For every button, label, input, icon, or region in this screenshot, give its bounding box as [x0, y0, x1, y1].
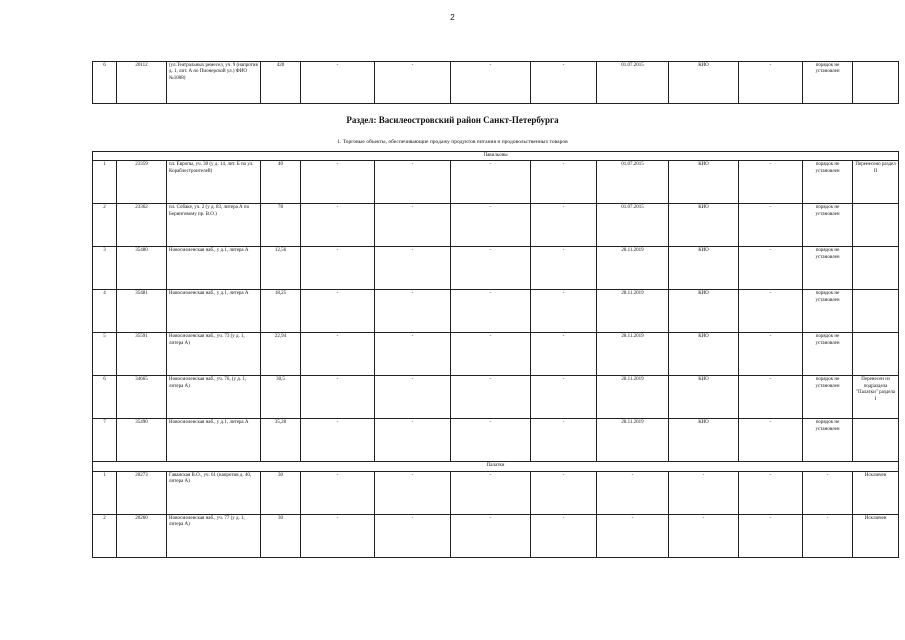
cell-n: 2 [93, 204, 117, 247]
cell-address: Новосмоленская наб., у д.1, литера А [167, 419, 261, 462]
cell-c5: - [301, 514, 375, 557]
cell-date: 01.07.2015 [597, 62, 669, 104]
cell-org: КИО [669, 419, 739, 462]
cell-date: 01.07.2015 [597, 204, 669, 247]
cell-id: 34665 [117, 376, 167, 419]
cell-date: 28.11.2019 [597, 290, 669, 333]
cell-area: 420 [261, 62, 301, 104]
cell-term: порядок не установлен [803, 247, 853, 290]
cell-date: - [597, 471, 669, 514]
cell-id: 23362 [117, 204, 167, 247]
cell-n: 6 [93, 376, 117, 419]
cell-note [853, 333, 899, 376]
cell-c5: - [301, 376, 375, 419]
table-row [93, 247, 899, 290]
cell-date: 28.11.2019 [597, 333, 669, 376]
cell-c5: - [301, 290, 375, 333]
cell-n: 3 [93, 247, 117, 290]
cell-note [853, 62, 899, 104]
section-title: Раздел: Василеостровский район Санкт-Петербурга [346, 115, 559, 125]
cell-org: КИО [669, 333, 739, 376]
table-row [93, 204, 899, 247]
cell-address: пл. Собаке, уч. 2 (у д. 83, литера А по Беринговому пр. В.О.) [167, 204, 261, 247]
cell-n: 1 [93, 161, 117, 204]
cell-c6: - [375, 204, 451, 247]
cell-n: 5 [93, 333, 117, 376]
cell-address: Новосмоленская наб., у д.1, литера А [167, 290, 261, 333]
cell-c7: - [451, 333, 531, 376]
cell-c5: - [301, 62, 375, 104]
cell-c7: - [451, 62, 531, 104]
cell-c11: - [739, 62, 803, 104]
cell-address: Новосмоленская наб., уч. 76, (у д. 1, литера А) [167, 376, 261, 419]
cell-c5: - [301, 247, 375, 290]
cell-c6: - [375, 247, 451, 290]
cell-c6: - [375, 290, 451, 333]
cell-c8: - [531, 419, 597, 462]
page-number: 2 [450, 13, 455, 22]
table-row [93, 471, 899, 514]
cell-c11: - [739, 376, 803, 419]
cell-term: - [803, 471, 853, 514]
cell-org: - [669, 471, 739, 514]
cell-org: - [669, 514, 739, 557]
cell-term: - [803, 514, 853, 557]
cell-c8: - [531, 514, 597, 557]
cell-note: Исключен [853, 471, 899, 514]
cell-c7: - [451, 161, 531, 204]
cell-c7: - [451, 247, 531, 290]
cell-c8: - [531, 204, 597, 247]
cell-c8: - [531, 290, 597, 333]
cell-n: 6 [93, 62, 117, 104]
cell-note [853, 204, 899, 247]
cell-c5: - [301, 333, 375, 376]
table-row [93, 514, 899, 557]
cell-c11: - [739, 290, 803, 333]
cell-c6: - [375, 62, 451, 104]
cell-note: Перенесено раздел II [853, 161, 899, 204]
cell-id: 20273 [117, 471, 167, 514]
cell-id: 35480 [117, 247, 167, 290]
cell-org: КИО [669, 290, 739, 333]
cell-address: пл. Европы, уч. 30 (у д. 14, лит. Б по ул. Кораблестроителей) [167, 161, 261, 204]
cell-c7: - [451, 419, 531, 462]
cell-c6: - [375, 471, 451, 514]
cell-term: порядок не установлен [803, 376, 853, 419]
cell-c11: - [739, 514, 803, 557]
cell-date: - [597, 514, 669, 557]
cell-address: Новосмоленская наб., уч. 77 (у д. 1, литера А) [167, 514, 261, 557]
table-top-fragment [92, 61, 899, 104]
cell-area: 30 [261, 471, 301, 514]
cell-org: КИО [669, 247, 739, 290]
cell-address: Гаванская В.О., уч. 61 (напротив д. 40, литера А) [167, 471, 261, 514]
cell-date: 28.11.2019 [597, 419, 669, 462]
cell-note [853, 290, 899, 333]
table-main [92, 151, 899, 558]
cell-c6: - [375, 376, 451, 419]
cell-date: 28.11.2019 [597, 247, 669, 290]
cell-c5: - [301, 419, 375, 462]
table-row [93, 161, 899, 204]
table-row [93, 419, 899, 462]
cell-area: 35,28 [261, 419, 301, 462]
cell-c7: - [451, 290, 531, 333]
cell-c8: - [531, 161, 597, 204]
cell-c11: - [739, 204, 803, 247]
table-row [93, 290, 899, 333]
cell-c7: - [451, 471, 531, 514]
cell-date: 28.11.2019 [597, 376, 669, 419]
cell-term: порядок не установлен [803, 204, 853, 247]
cell-c8: - [531, 471, 597, 514]
cell-org: КИО [669, 62, 739, 104]
cell-area: 30,5 [261, 376, 301, 419]
cell-c11: - [739, 247, 803, 290]
cell-note [853, 247, 899, 290]
group-header: Павильоны [93, 152, 899, 161]
cell-note: Перенесен из подраздела "Палатки" раздела I [853, 376, 899, 419]
cell-area: 18,25 [261, 290, 301, 333]
cell-c5: - [301, 161, 375, 204]
cell-id: 23359 [117, 161, 167, 204]
cell-address: Новосмоленская наб., у д.1, литера А [167, 247, 261, 290]
cell-c6: - [375, 333, 451, 376]
cell-id: 35481 [117, 290, 167, 333]
table-row [93, 376, 899, 419]
cell-term: порядок не установлен [803, 419, 853, 462]
cell-org: КИО [669, 204, 739, 247]
group-header-row [93, 462, 899, 471]
cell-term: порядок не установлен [803, 333, 853, 376]
cell-id: 35591 [117, 333, 167, 376]
cell-org: КИО [669, 161, 739, 204]
group-header: Палатки [93, 462, 899, 471]
cell-area: 22,94 [261, 333, 301, 376]
cell-c6: - [375, 161, 451, 204]
cell-c8: - [531, 247, 597, 290]
table-row [93, 333, 899, 376]
cell-area: 78 [261, 204, 301, 247]
group-header-row [93, 152, 899, 161]
cell-n: 4 [93, 290, 117, 333]
cell-area: 30 [261, 514, 301, 557]
cell-id: 20112 [117, 62, 167, 104]
cell-c5: - [301, 471, 375, 514]
cell-c7: - [451, 514, 531, 557]
cell-c6: - [375, 419, 451, 462]
cell-n: 1 [93, 471, 117, 514]
cell-c7: - [451, 204, 531, 247]
cell-c11: - [739, 161, 803, 204]
cell-n: 2 [93, 514, 117, 557]
cell-term: порядок не установлен [803, 290, 853, 333]
cell-date: 01.07.2015 [597, 161, 669, 204]
cell-c11: - [739, 333, 803, 376]
cell-note [853, 419, 899, 462]
cell-address: Новосмоленская наб., уч. 73 (у д. 1, литера А) [167, 333, 261, 376]
cell-address: (ул.Театральных ремесел, уч. 9 (напротив д. 1, лит. А по Пионерской ул.) ФИО №1008) [167, 62, 261, 104]
cell-area: 40 [261, 161, 301, 204]
table-row [93, 62, 899, 104]
cell-area: 12,56 [261, 247, 301, 290]
cell-c7: - [451, 376, 531, 419]
cell-c8: - [531, 333, 597, 376]
cell-term: порядок не установлен [803, 161, 853, 204]
cell-note: Исключен [853, 514, 899, 557]
cell-c6: - [375, 514, 451, 557]
cell-id: 35490 [117, 419, 167, 462]
cell-c8: - [531, 376, 597, 419]
cell-c5: - [301, 204, 375, 247]
section-subtitle: 1. Торговые объекты, обеспечивающие продажу продуктов питания и продовольственных товаров [337, 139, 568, 145]
cell-term: порядок не установлен [803, 62, 853, 104]
cell-c11: - [739, 419, 803, 462]
cell-c8: - [531, 62, 597, 104]
cell-n: 7 [93, 419, 117, 462]
cell-c11: - [739, 471, 803, 514]
cell-id: 20260 [117, 514, 167, 557]
cell-org: КИО [669, 376, 739, 419]
